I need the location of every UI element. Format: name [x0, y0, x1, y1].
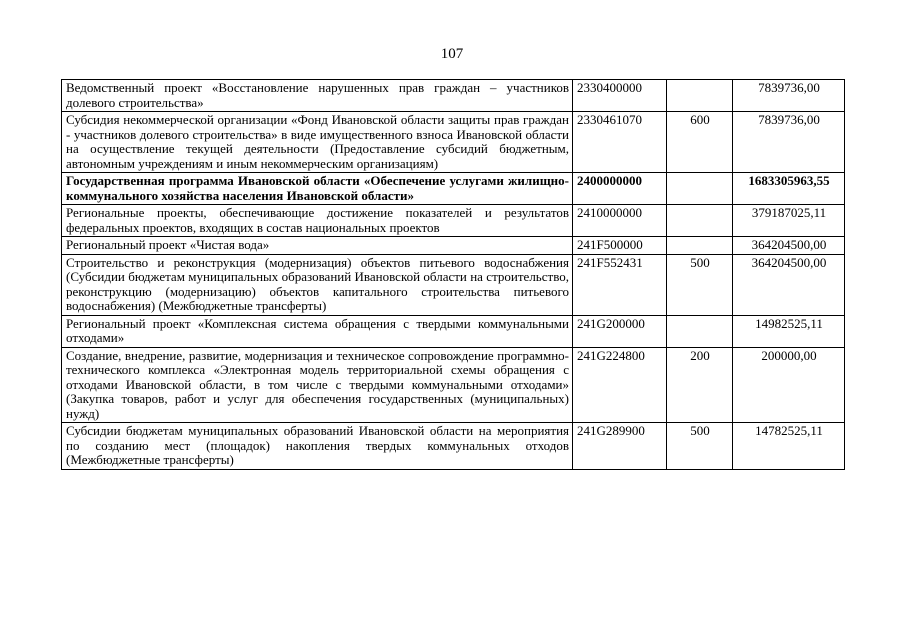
row-name-cell	[62, 173, 573, 205]
row-name: Создание, внедрение, развитие, модернизация и техническое сопровождение программно-технического комплекса «Электронная модель территориальной схемы обращения с отходами Ивановской области, в том числе с твердыми коммунальными отходами» (Закупка товаров, работ и услуг для обеспечения государственных (муниципальных) нужд)	[66, 347, 569, 421]
row-expense-type	[667, 315, 733, 347]
table-row	[62, 423, 845, 470]
row-amount: 14982525,11	[733, 315, 845, 347]
row-name-cell	[62, 80, 573, 112]
row-name: Ведомственный проект «Восстановление нарушенных прав граждан – участников долевого строительства»	[66, 80, 569, 110]
budget-table	[61, 79, 845, 470]
row-code: 241F552431	[573, 254, 667, 315]
row-expense-type: 200	[667, 347, 733, 423]
row-expense-type: 500	[667, 423, 733, 470]
row-name-cell	[62, 347, 573, 423]
row-amount: 7839736,00	[733, 80, 845, 112]
row-expense-type	[667, 80, 733, 112]
row-code: 2330400000	[573, 80, 667, 112]
row-name: Региональный проект «Чистая вода»	[66, 237, 270, 252]
row-code: 241G289900	[573, 423, 667, 470]
table-row	[62, 347, 845, 423]
row-amount: 379187025,11	[733, 205, 845, 237]
row-name-cell	[62, 237, 573, 255]
row-code: 241G224800	[573, 347, 667, 423]
table-row	[62, 254, 845, 315]
row-expense-type	[667, 205, 733, 237]
row-name: Субсидии бюджетам муниципальных образований Ивановской области на мероприятия по созданию мест (площадок) накопления твердых коммунальных отходов (Межбюджетные трансферты)	[66, 423, 569, 467]
row-amount: 364204500,00	[733, 237, 845, 255]
table-row	[62, 237, 845, 255]
row-amount: 200000,00	[733, 347, 845, 423]
row-name-cell	[62, 315, 573, 347]
row-amount: 14782525,11	[733, 423, 845, 470]
row-name: Субсидия некоммерческой организации «Фонд Ивановской области защиты прав граждан - участников долевого строительства» в виде имущественного взноса Ивановской области на осуществление текущей деятельности (Предоставление субсидий бюджетным, автономным учреждениям и иным некоммерческим организациям)	[66, 112, 569, 171]
row-amount: 7839736,00	[733, 112, 845, 173]
row-name: Строительство и реконструкция (модернизация) объектов питьевого водоснабжения (Субсидии бюджетам муниципальных образований Ивановской области на строительство, реконструкцию (модернизацию) объектов капитального строительства питьевого водоснабжения) (Межбюджетные трансферты)	[66, 254, 569, 313]
row-code: 241F500000	[573, 237, 667, 255]
row-name-cell	[62, 254, 573, 315]
page-number: 107	[440, 46, 464, 62]
row-name-cell	[62, 205, 573, 237]
row-code: 2330461070	[573, 112, 667, 173]
table-row	[62, 173, 845, 205]
row-expense-type: 500	[667, 254, 733, 315]
row-expense-type	[667, 237, 733, 255]
table-row	[62, 112, 845, 173]
row-expense-type	[667, 173, 733, 205]
row-name-cell	[62, 423, 573, 470]
row-expense-type: 600	[667, 112, 733, 173]
table-row	[62, 205, 845, 237]
row-code: 2400000000	[573, 173, 667, 205]
table-row	[62, 80, 845, 112]
table-row	[62, 315, 845, 347]
row-amount: 364204500,00	[733, 254, 845, 315]
row-name-cell	[62, 112, 573, 173]
row-name: Государственная программа Ивановской области «Обеспечение услугами жилищно-коммунального хозяйства населения Ивановской области»	[66, 173, 569, 203]
row-amount: 1683305963,55	[733, 173, 845, 205]
row-code: 2410000000	[573, 205, 667, 237]
row-name: Региональный проект «Комплексная система обращения с твердыми коммунальными отходами»	[66, 315, 569, 345]
row-name: Региональные проекты, обеспечивающие достижение показателей и результатов федеральных проектов, входящих в состав национальных проектов	[66, 205, 569, 235]
row-code: 241G200000	[573, 315, 667, 347]
